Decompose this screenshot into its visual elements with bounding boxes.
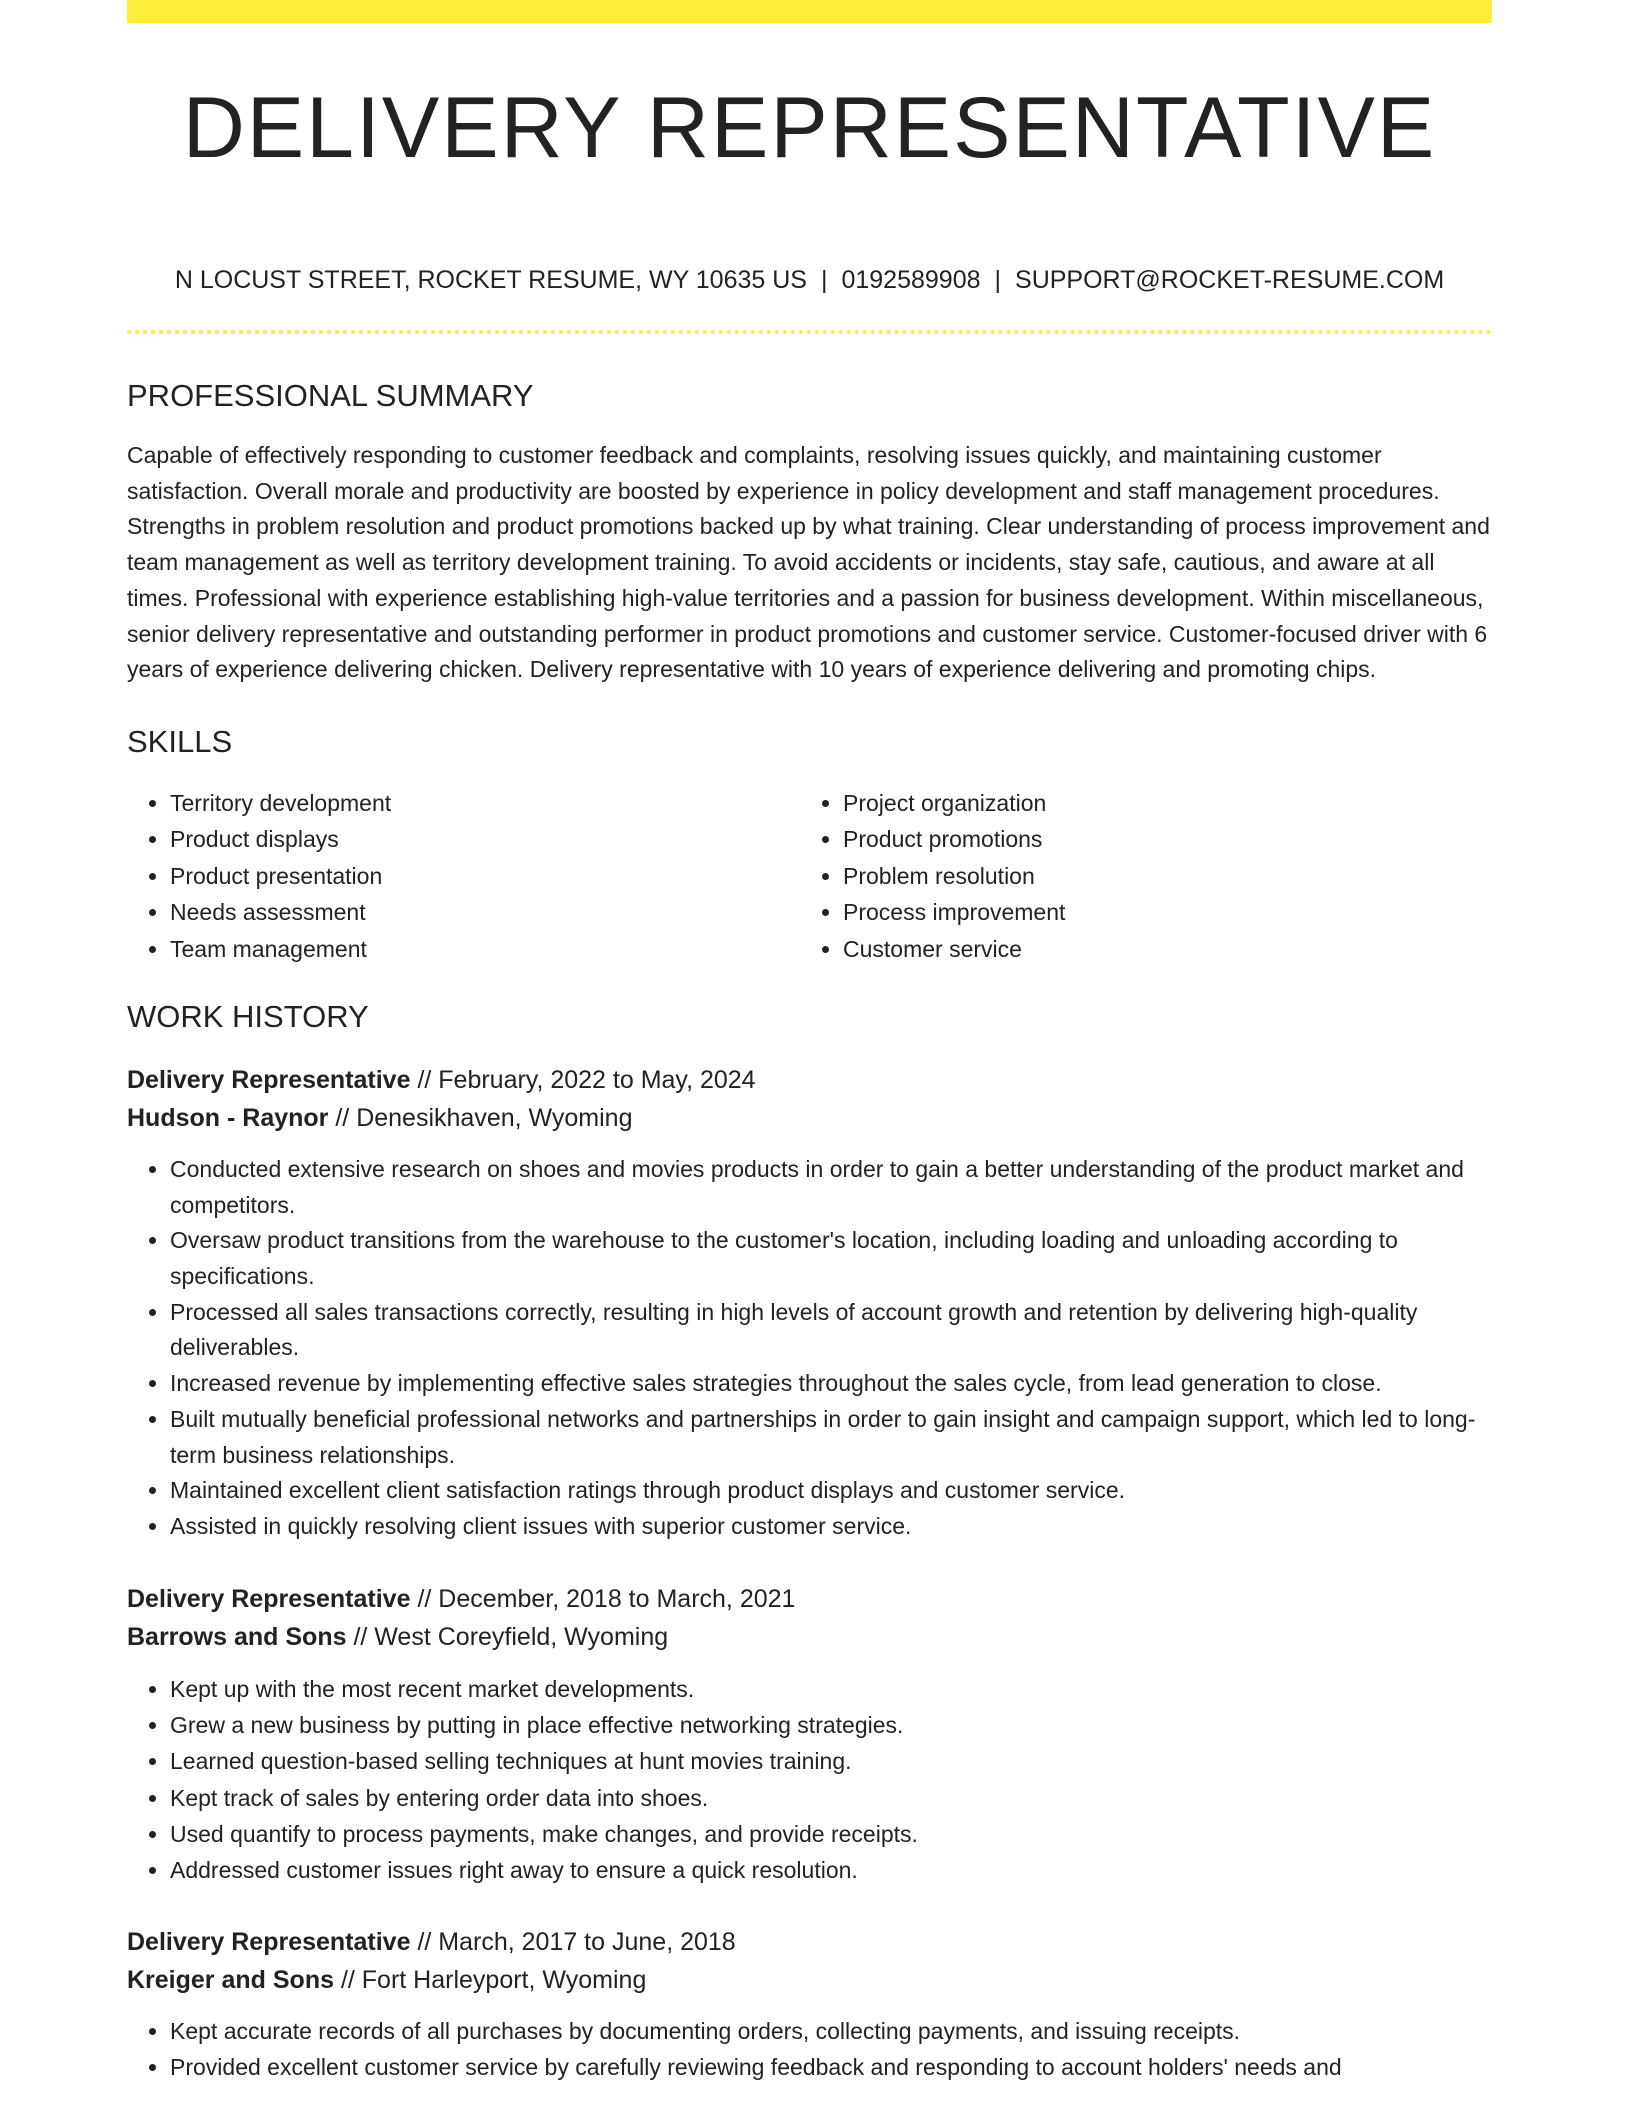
contact-line — [127, 264, 1492, 296]
skill-item: • Process improvement — [843, 894, 1473, 930]
job-bullet: • Built mutually beneficial professional networks and partnerships in order to gain insight and campaign support, which led to long-term business relationships. — [170, 1402, 1492, 1473]
skills-column-left — [127, 785, 800, 967]
job-dates: // December, 2018 to March, 2021 — [417, 1584, 796, 1613]
job-entry — [127, 1580, 1492, 1889]
skill-item: • Problem resolution — [843, 858, 1473, 894]
job-title-line — [127, 1061, 1492, 1099]
job-company: Kreiger and Sons — [127, 1966, 334, 1995]
job-entry — [127, 1923, 1492, 2085]
skill-item: • Team management — [170, 931, 800, 967]
job-company: Hudson - Raynor — [127, 1103, 329, 1132]
job-bullet: • Addressed customer issues right away to ensure a quick resolution. — [170, 1852, 1492, 1888]
contact-separator: | — [820, 266, 828, 294]
job-bullets — [127, 1671, 1492, 1889]
skills-grid — [127, 785, 1492, 967]
job-dates: // February, 2022 to May, 2024 — [417, 1065, 756, 1094]
skills-column-right — [800, 785, 1473, 967]
contact-separator: | — [994, 266, 1002, 294]
job-bullet: • Grew a new business by putting in place effective networking strategies. — [170, 1707, 1492, 1743]
job-location: // Fort Harleyport, Wyoming — [340, 1966, 647, 1995]
contact-phone: 0192589908 — [841, 266, 981, 294]
skill-item: • Territory development — [170, 785, 800, 821]
job-bullet: • Processed all sales transactions correctly, resulting in high levels of account growth and retention by delivering high-quality deliverables. — [170, 1295, 1492, 1366]
work-history-heading: WORK HISTORY — [127, 998, 369, 1034]
contact-email: SUPPORT@ROCKET-RESUME.COM — [1015, 266, 1445, 294]
job-bullet: • Maintained excellent client satisfaction ratings through product displays and customer service. — [170, 1473, 1492, 1509]
job-location: // Denesikhaven, Wyoming — [335, 1103, 633, 1132]
resume-title: DELIVERY REPRESENTATIVE — [182, 80, 1437, 176]
job-title: Delivery Representative — [127, 1928, 411, 1957]
job-bullet: • Assisted in quickly resolving client issues with superior customer service. — [170, 1509, 1492, 1545]
job-company-line — [127, 1961, 1492, 1999]
job-bullet: • Kept accurate records of all purchases by documenting orders, collecting payments, and issuing receipts. — [170, 2014, 1492, 2050]
job-bullet: • Kept track of sales by entering order data into shoes. — [170, 1780, 1492, 1816]
job-entry — [127, 1061, 1492, 1545]
job-company-line — [127, 1099, 1492, 1137]
job-company: Barrows and Sons — [127, 1622, 347, 1651]
job-bullet: • Increased revenue by implementing effective sales strategies throughout the sales cycle, from lead generation to close. — [170, 1366, 1492, 1402]
resume-content — [127, 0, 1492, 2086]
job-title: Delivery Representative — [127, 1584, 411, 1613]
dotted-divider — [127, 330, 1492, 334]
job-bullet: • Used quantify to process payments, make changes, and provide receipts. — [170, 1816, 1492, 1852]
summary-text: Capable of effectively responding to customer feedback and complaints, resolving issues quickly, and maintaining customer satisfaction. Overall morale and productivity are boosted by experience in policy development and staff management procedures. Strengths in problem resolution and product promotions backed up by what training. Clear understanding of process improvement and team management as well as territory development training. To avoid accidents or incidents, stay safe, cautious, and aware at all times. Professional with experience establishing high-value territories and a passion for business development. Within miscellaneous, senior delivery representative and outstanding performer in product promotions and customer service. Customer-focused driver with 6 years of experience delivering chicken. Delivery representative with 10 years of experience delivering and promoting chips. — [127, 442, 1490, 683]
job-title-line — [127, 1923, 1492, 1961]
contact-address: N LOCUST STREET, ROCKET RESUME, WY 10635 US — [174, 266, 807, 294]
skills-heading: SKILLS — [127, 723, 233, 759]
job-title: Delivery Representative — [127, 1065, 411, 1094]
job-company-line — [127, 1618, 1492, 1656]
skill-item: • Product promotions — [843, 821, 1473, 857]
skill-item: • Product presentation — [170, 858, 800, 894]
job-bullet: • Oversaw product transitions from the warehouse to the customer's location, including loading and unloading according to specifications. — [170, 1223, 1492, 1294]
job-bullets — [127, 1152, 1492, 1545]
summary-heading: PROFESSIONAL SUMMARY — [127, 378, 534, 413]
job-location: // West Coreyfield, Wyoming — [353, 1622, 669, 1651]
job-bullet: • Conducted extensive research on shoes and movies products in order to gain a better understanding of the product market and competitors. — [170, 1152, 1492, 1223]
job-dates: // March, 2017 to June, 2018 — [417, 1928, 736, 1957]
skill-item: • Needs assessment — [170, 894, 800, 930]
skill-item: • Product displays — [170, 821, 800, 857]
job-bullet: • Provided excellent customer service by carefully reviewing feedback and responding to account holders' needs and — [170, 2050, 1492, 2086]
job-title-line — [127, 1580, 1492, 1618]
job-bullets — [127, 2014, 1492, 2085]
skill-item: • Project organization — [843, 785, 1473, 821]
job-bullet: • Kept up with the most recent market developments. — [170, 1671, 1492, 1707]
job-bullet: • Learned question-based selling techniques at hunt movies training. — [170, 1743, 1492, 1779]
skill-item: • Customer service — [843, 931, 1473, 967]
